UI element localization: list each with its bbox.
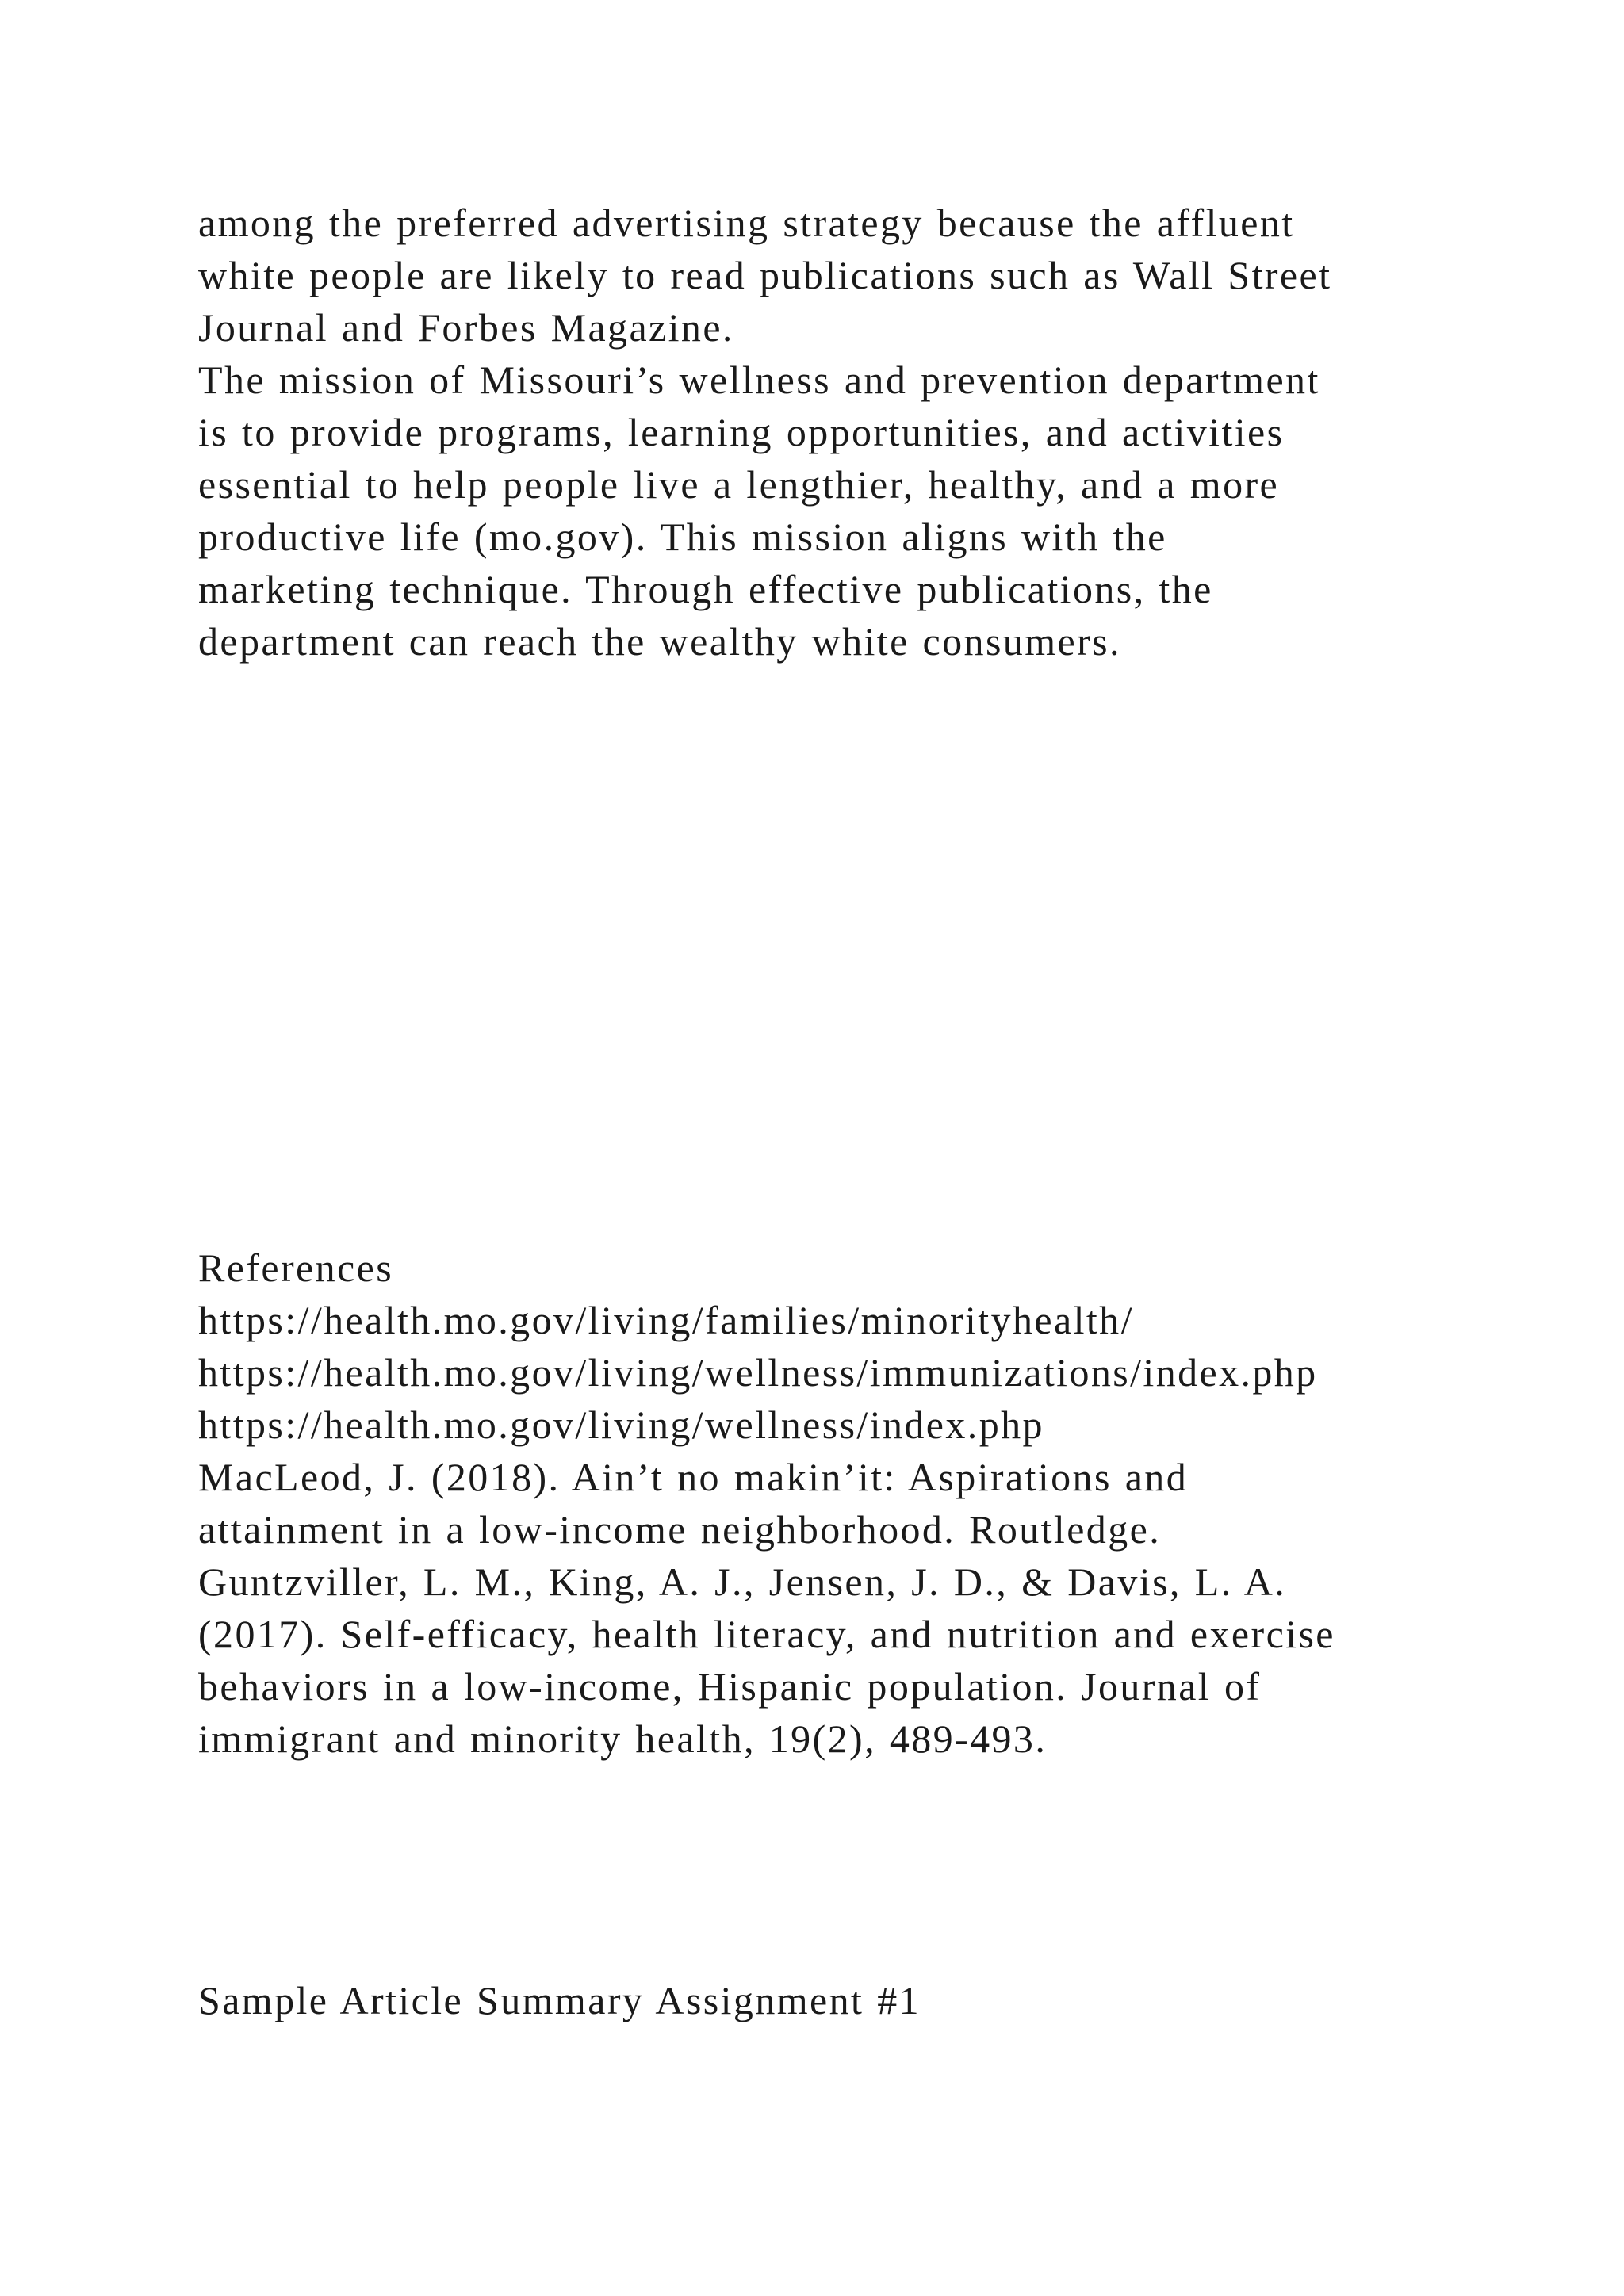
reference-url: https://health.mo.gov/living/wellness/immunizations/index.php (198, 1350, 1318, 1395)
text-line: Journal and Forbes Magazine. (198, 305, 734, 350)
text-line: essential to help people live a lengthier, healthy, and a more (198, 462, 1280, 507)
reference-url: https://health.mo.gov/living/families/minorityhealth/ (198, 1298, 1134, 1342)
reference-entry-line: immigrant and minority health, 19(2), 489-493. (198, 1716, 1048, 1761)
references-heading: References (198, 1246, 394, 1290)
reference-entry-line: behaviors in a low-income, Hispanic population. Journal of (198, 1664, 1262, 1709)
text-line: is to provide programs, learning opportunities, and activities (198, 410, 1285, 454)
reference-entry-line: attainment in a low-income neighborhood. Routledge. (198, 1507, 1162, 1552)
text-line: among the preferred advertising strategy because the affluent (198, 201, 1295, 245)
reference-entry-line: MacLeod, J. (2018). Ain’t no makin’it: Aspirations and (198, 1455, 1189, 1499)
reference-entry-line: Guntzviller, L. M., King, A. J., Jensen, J. D., & Davis, L. A. (198, 1559, 1287, 1604)
reference-entry-line: (2017). Self-efficacy, health literacy, and nutrition and exercise (198, 1612, 1335, 1656)
text-line: white people are likely to read publications such as Wall Street (198, 253, 1332, 297)
text-line: The mission of Missouri’s wellness and prevention department (198, 358, 1320, 402)
reference-url: https://health.mo.gov/living/wellness/index.php (198, 1402, 1044, 1447)
text-line: productive life (mo.gov). This mission aligns with the (198, 515, 1167, 559)
text-line: marketing technique. Through effective publications, the (198, 567, 1213, 611)
text-line: department can reach the wealthy white consumers. (198, 619, 1121, 664)
next-section-title: Sample Article Summary Assignment #1 (198, 1978, 921, 2022)
